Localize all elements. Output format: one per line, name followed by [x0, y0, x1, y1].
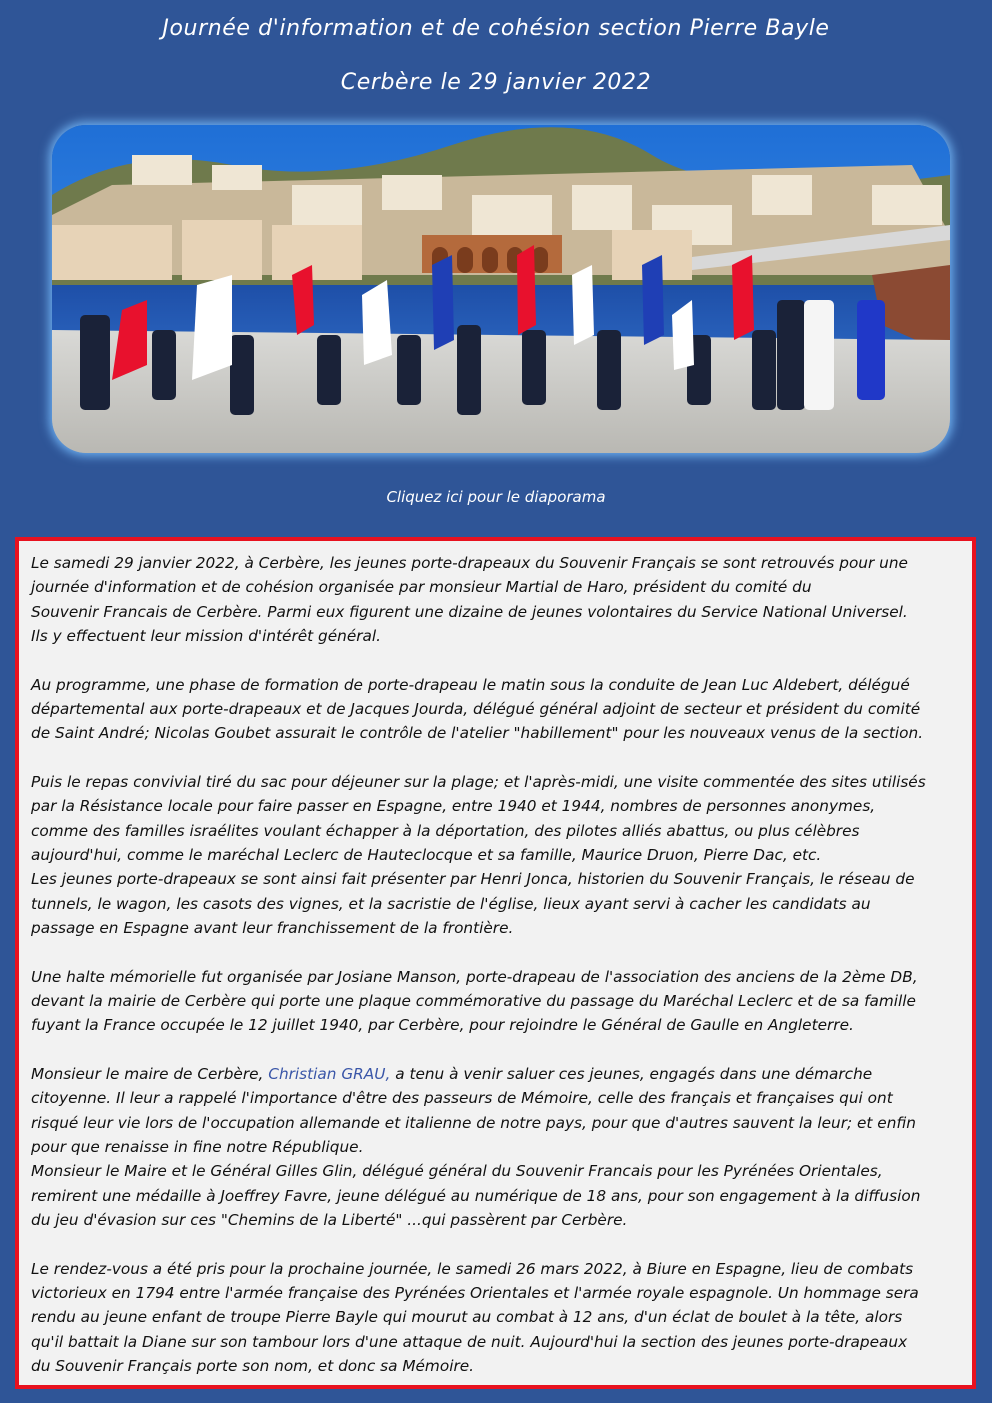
article-paragraph-5: Monsieur le maire de Cerbère, Christian GRAU, a tenu à venir saluer ces jeunes, engagés dans une démarche citoyenne. Il leur a rappelé l'importance d'être des passeurs de Mémoire, celle des français et françaises qui ont risqué leur vie lors de l'occupation allemande et italienne de notre pays, pour que d'autres sauvent la leur; et enfin pour que renaisse in fine notre République. Monsieur le Maire et le Général Gilles Glin, délégué général du Souvenir Francais pour les Pyrénées Orientales, remirent une médaille à Joeffrey Favre, jeune délégué au numérique de 18 ans, pour son engagement à la diffusion du jeu d'évasion sur ces "Chemins de la Liberté" ...qui passèrent par Cerbère.: [31, 1065, 921, 1229]
article-paragraph-6: Le rendez-vous a été pris pour la prochaine journée, le samedi 26 mars 2022, à Biure en Espagne, lieu de combats victorieux en 1794 entre l'armée française des Pyrénées Orientales et l'armée royale espagnole. Un hommage sera rendu au jeune enfant de troupe Pierre Bayle qui mourut au combat à 12 ans, d'un éclat de boulet à la tête, alors qu'il battait la Diane sur son tambour lors d'une attaque de nuit. Aujourd'hui la section des jeunes porte-drapeaux du Souvenir Français porte son nom, et donc sa Mémoire.: [31, 1259, 919, 1375]
article-paragraph-3: Puis le repas convivial tiré du sac pour déjeuner sur la plage; et l'après-midi, une visite commentée des sites utilisés par la Résistance locale pour faire passer en Espagne, entre 1940 et 1944, nombres de personnes anonymes, comme des familles israélites voulant échapper à la déportation, des pilotes alliés abattus, ou plus célèbres aujourd'hui, comme le maréchal Leclerc de Hauteclocque et sa famille, Maurice Druon, Pierre Dac, etc. Les jeunes porte-drapeaux se sont ainsi fait présenter par Henri Jonca, historien du Souvenir Français, le réseau de tunnels, le wagon, les casots des vignes, et la sacristie de l'église, lieux ayant servi à cacher les candidats au passage en Espagne avant leur franchissement de la frontière.: [31, 773, 926, 937]
article-box: [15, 537, 976, 1389]
page-title: Journée d'information et de cohésion section Pierre Bayle: [162, 16, 830, 41]
group-photo-image: [52, 125, 950, 453]
article-paragraph-4: Une halte mémorielle fut organisée par Josiane Manson, porte-drapeau de l'association des anciens de la 2ème DB, devant la mairie de Cerbère qui porte une plaque commémorative du passage du Maréchal Leclerc et de sa famille fuyant la France occupée le 12 juillet 1940, par Cerbère, pour rejoindre le Général de Gaulle en Angleterre.: [31, 967, 918, 1035]
article-paragraph-1: Le samedi 29 janvier 2022, à Cerbère, les jeunes porte-drapeaux du Souvenir Français se sont retrouvés pour une journée d'information et de cohésion organisée par monsieur Martial de Haro, président du comité du Souvenir Francais de Cerbère. Parmi eux figurent une dizaine de jeunes volontaires du Service National Universel. Ils y effectuent leur mission d'intérêt général.: [31, 554, 908, 645]
mayor-name: Christian GRAU,: [268, 1065, 391, 1084]
article-paragraph-2: Au programme, une phase de formation de porte-drapeau le matin sous la conduite de Jean Luc Aldebert, délégué départemental aux porte-drapeaux et de Jacques Jourda, délégué général adjoint de secteur et président du comité de Saint André; Nicolas Goubet assurait le contrôle de l'atelier "habillement" pour les nouveaux venus de la section.: [31, 675, 924, 743]
group-photo[interactable]: [52, 125, 950, 453]
page-subtitle: Cerbère le 29 janvier 2022: [340, 70, 652, 95]
slideshow-link[interactable]: Cliquez ici pour le diaporama: [386, 488, 606, 506]
